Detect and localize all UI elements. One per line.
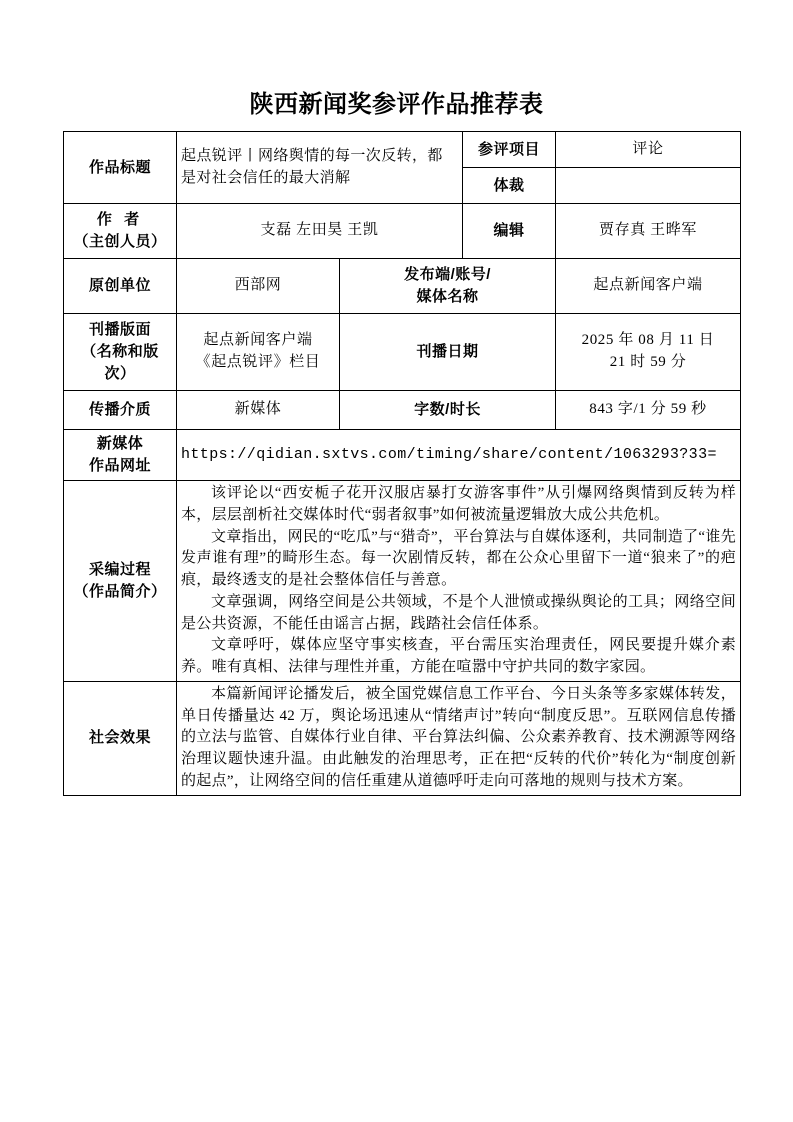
value-authors: 支磊 左田昊 王凯 bbox=[177, 204, 463, 259]
label-editors: 编辑 bbox=[463, 204, 556, 259]
label-authors-line2: （主创人员） bbox=[73, 233, 167, 250]
label-work-title: 作品标题 bbox=[64, 132, 177, 204]
label-award-category: 参评项目 bbox=[463, 132, 556, 168]
value-editing-process bbox=[177, 481, 741, 682]
table-row-medium bbox=[64, 391, 741, 430]
paragraph: 该评论以“西安栀子花开汉服店暴打女游客事件”从引爆网络舆情到反转为样本，层层剖析社交媒体时代“弱者叙事”如何被流量逻辑放大成公共危机。 bbox=[181, 485, 737, 523]
label-original-unit: 原创单位 bbox=[64, 259, 177, 314]
value-publisher: 起点新闻客户端 bbox=[556, 259, 741, 314]
value-editors: 贾存真 王晔军 bbox=[556, 204, 741, 259]
label-medium: 传播介质 bbox=[64, 391, 177, 430]
label-editing-process-line2: （作品简介） bbox=[73, 582, 167, 600]
value-word-count: 843 字/1 分 59 秒 bbox=[556, 391, 741, 430]
label-word-count: 字数/时长 bbox=[340, 391, 556, 430]
label-publication-section-line1: 刊播版面 bbox=[88, 321, 151, 339]
label-publication-section bbox=[64, 314, 177, 391]
page-title: 陕西新闻奖参评作品推荐表 bbox=[249, 91, 544, 118]
table-row-work-title bbox=[64, 132, 741, 168]
value-work-title: 起点锐评丨网络舆情的每一次反转，都是对社会信任的最大消解 bbox=[177, 132, 463, 204]
paragraph: 文章强调，网络空间是公共领域，不是个人泄愤或操纵舆论的工具；网络空间是公共资源，不能任由谣言占据，践踏社会信任体系。 bbox=[181, 593, 737, 632]
label-publisher bbox=[340, 259, 556, 314]
value-social-effect bbox=[177, 681, 741, 795]
label-url-line2: 作品网址 bbox=[88, 457, 151, 474]
value-publication-date-line2: 21 时 59 分 bbox=[609, 354, 687, 370]
value-publication-section-line2: 《起点锐评》栏目 bbox=[195, 354, 321, 370]
label-publisher-line2: 媒体名称 bbox=[416, 288, 479, 305]
paragraph: 本篇新闻评论播发后，被全国党媒信息工作平台、今日头条等多家媒体转发，单日传播量达 42 万，舆论场迅速从“情绪声讨”转向“制度反思”。互联网信息传播的立法与监管、自媒体行业自律、平台算法纠偏、公众素养教育、技术溯源等网络治理议题快速升温。由此触发的治理思考，正在把“反转的代价”转化为“制度创新的起点”，让网络空间的信任重建从道德呼吁走向可落地的规则与技术方案。 bbox=[181, 685, 737, 789]
value-publication-date bbox=[556, 314, 741, 391]
table-row-publication-section bbox=[64, 314, 741, 391]
table-row-social-effect bbox=[64, 681, 741, 795]
label-editing-process-line1: 采编过程 bbox=[88, 561, 151, 579]
label-publisher-line1: 发布端/账号/ bbox=[404, 266, 491, 284]
paragraph: 文章指出，网民的“吃瓜”与“猎奇”，平台算法与自媒体逐利，共同制造了“谁先发声谁有理”的畸形生态。每一次剧情反转，都在公众心里留下一道“狼来了”的疤痕，最终透支的是社会整体信任与善意。 bbox=[181, 528, 737, 588]
label-authors-line1: 作 者 bbox=[96, 211, 144, 229]
label-url bbox=[64, 430, 177, 481]
label-editing-process bbox=[64, 481, 177, 682]
value-medium: 新媒体 bbox=[177, 391, 340, 430]
table-row-authors bbox=[64, 204, 741, 259]
value-genre bbox=[556, 168, 741, 204]
value-publication-section-line1: 起点新闻客户端 bbox=[203, 332, 313, 349]
value-url[interactable]: https://qidian.sxtvs.com/timing/share/content/1063293?33= bbox=[177, 430, 741, 481]
value-publication-date-line1: 2025 年 08 月 11 日 bbox=[581, 332, 715, 349]
table-row-editing-process bbox=[64, 481, 741, 682]
label-social-effect: 社会效果 bbox=[64, 681, 177, 795]
label-publication-date: 刊播日期 bbox=[340, 314, 556, 391]
table-row-url bbox=[64, 430, 741, 481]
value-award-category: 评论 bbox=[556, 132, 741, 168]
label-publication-section-line2: （名称和版 bbox=[81, 343, 159, 361]
label-url-line1: 新媒体 bbox=[96, 435, 144, 453]
label-publication-section-line3: 次） bbox=[104, 364, 136, 382]
label-genre: 体裁 bbox=[463, 168, 556, 204]
label-authors bbox=[64, 204, 177, 259]
table-row-original-unit bbox=[64, 259, 741, 314]
paragraph: 文章呼吁，媒体应坚守事实核查，平台需压实治理责任，网民要提升媒介素养。唯有真相、法律与理性并重，方能在喧嚣中守护共同的数字家园。 bbox=[181, 637, 737, 675]
value-original-unit: 西部网 bbox=[177, 259, 340, 314]
recommendation-form-table bbox=[63, 131, 741, 796]
value-publication-section bbox=[177, 314, 340, 391]
